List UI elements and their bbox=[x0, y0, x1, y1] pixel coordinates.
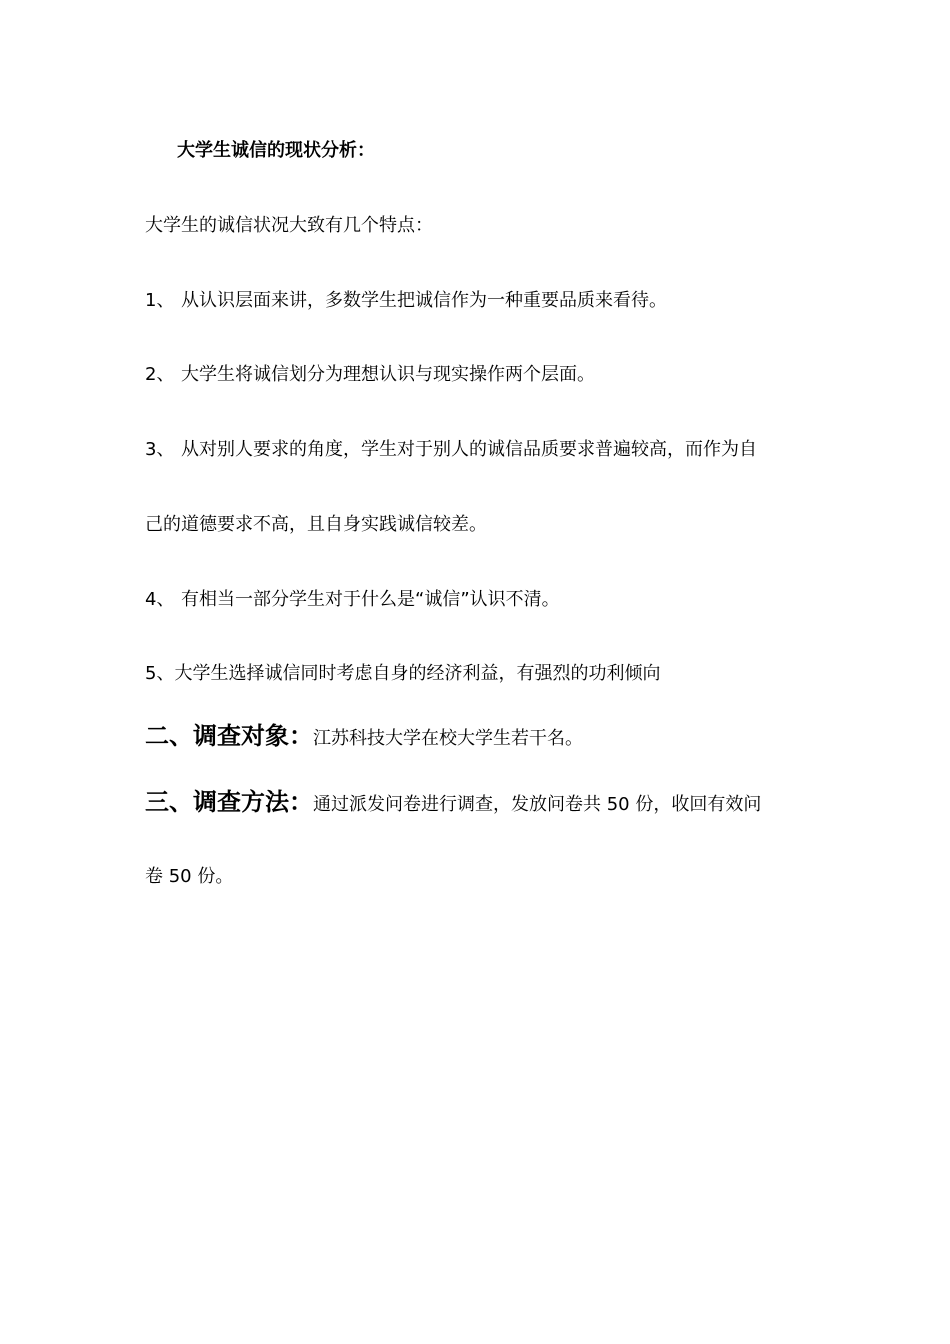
list-item-number: 4、 bbox=[145, 589, 175, 610]
survey-method-continuation: 卷 50 份。 bbox=[145, 866, 234, 887]
survey-subject-text: 江苏科技大学在校大学生若干名。 bbox=[313, 728, 583, 749]
survey-subject-heading: 二、调查对象： bbox=[145, 722, 313, 750]
list-item-number: 2、 bbox=[145, 364, 175, 385]
list-item-text: 从对别人要求的角度，学生对于别人的诚信品质要求普遍较高，而作为自 bbox=[181, 439, 757, 460]
list-item-text: 有相当一部分学生对于什么是“诚信”认识不清。 bbox=[181, 589, 560, 610]
list-item bbox=[145, 587, 560, 613]
survey-method-paragraph bbox=[145, 786, 761, 818]
list-item bbox=[145, 362, 595, 388]
survey-method-text: 通过派发问卷进行调查，发放问卷共 50 份，收回有效问 bbox=[313, 794, 762, 815]
list-item bbox=[145, 437, 757, 463]
list-item-text: 己的道德要求不高，且自身实践诚信较差。 bbox=[145, 514, 487, 535]
survey-method-heading: 三、调查方法： bbox=[145, 788, 313, 816]
list-item bbox=[145, 661, 660, 687]
list-item bbox=[145, 288, 667, 314]
section-title: 大学生诚信的现状分析： bbox=[177, 140, 375, 161]
list-item-text: 从认识层面来讲，多数学生把诚信作为一种重要品质来看待。 bbox=[181, 290, 667, 311]
intro-paragraph: 大学生的诚信状况大致有几个特点： bbox=[145, 215, 433, 236]
list-item-number: 3、 bbox=[145, 439, 175, 460]
list-item-number: 1、 bbox=[145, 290, 175, 311]
list-item-text: 大学生将诚信划分为理想认识与现实操作两个层面。 bbox=[181, 364, 595, 385]
survey-subject-paragraph bbox=[145, 720, 583, 752]
list-item-continuation bbox=[145, 512, 487, 538]
list-item-text: 5、大学生选择诚信同时考虑自身的经济利益，有强烈的功利倾向 bbox=[145, 663, 661, 684]
